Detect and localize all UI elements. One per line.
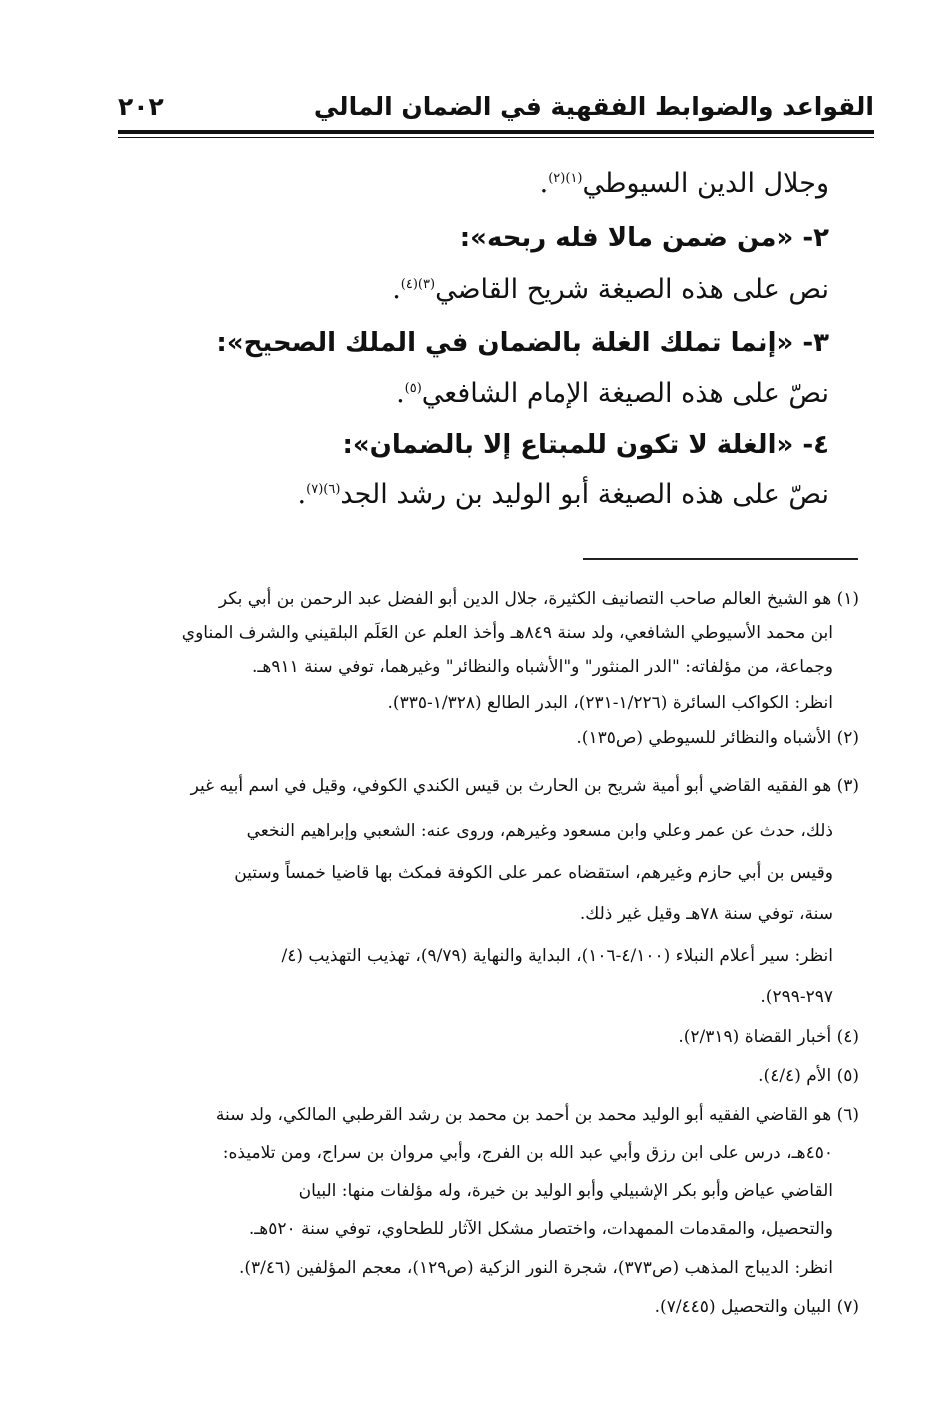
footnote-line: ذلك، حدث عن عمر وعلي وابن مسعود وغيرهم، وروى عنه: الشعبي وإبراهيم النخعي bbox=[246, 821, 833, 841]
footnote-line: (٦) هو القاضي الفقيه أبو الوليد محمد بن أحمد بن محمد بن رشد القرطبي المالكي، ولد سنة bbox=[215, 1105, 859, 1125]
footnote-line: (٤) أخبار القضاة (٢/٣١٩). bbox=[678, 1027, 859, 1047]
body-line-text: نصّ على هذه الصيغة أبو الوليد بن رشد الجد bbox=[340, 479, 829, 510]
footnote-line: (٥) الأم (٤/٤). bbox=[758, 1066, 859, 1086]
rule-heading-4 bbox=[342, 425, 829, 465]
line-end: . bbox=[297, 479, 307, 510]
footnote-line: القاضي عياض وأبو بكر الإشبيلي وأبو الوليد بن خيرة، وله مؤلفات منها: البيان bbox=[298, 1181, 833, 1201]
body-line-3 bbox=[392, 270, 829, 310]
footnote-line: انظر: الكواكب السائرة (١/٢٢٦-٢٣١)، البدر الطالع (١/٣٢٨-٣٣٥). bbox=[387, 693, 833, 713]
footnote-line: (٧) البيان والتحصيل (٧/٤٤٥). bbox=[654, 1297, 859, 1317]
heading-text: ٤- «الغلة لا تكون للمبتاع إلا بالضمان»: bbox=[342, 430, 829, 460]
body-line-text: نصّ على هذه الصيغة الإمام الشافعي bbox=[421, 378, 829, 409]
footnote-line: والتحصيل، والمقدمات الممهدات، واختصار مشكل الآثار للطحاوي، توفي سنة ٥٢٠هـ. bbox=[248, 1219, 833, 1239]
footnote-separator bbox=[583, 558, 858, 560]
page-number: ٢٠٢ bbox=[118, 92, 164, 121]
footnote-line: انظر: الديباج المذهب (ص٣٧٣)، شجرة النور الزكية (ص١٢٩)، معجم المؤلفين (٣/٤٦). bbox=[238, 1258, 833, 1278]
line-end: . bbox=[396, 378, 405, 409]
footnote-line: ٤٥٠هـ، درس على ابن رزق وأبي عبد الله بن الفرج، وأبي مروان بن سراج، ومن تلاميذه: bbox=[222, 1143, 833, 1163]
footnote-line: وجماعة، من مؤلفاته: "الدر المنثور" و"الأشباه والنظائر" وغيرهما، توفي سنة ٩١١هـ. bbox=[252, 657, 833, 677]
footnote-line: (٢) الأشباه والنظائر للسيوطي (ص١٣٥). bbox=[576, 728, 859, 748]
heading-text: ٢- «من ضمن مالا فله ربحه»: bbox=[459, 223, 829, 253]
header-rule-thin bbox=[118, 137, 874, 138]
footnote-ref: (١)(٢) bbox=[548, 171, 583, 186]
footnote-line: (١) هو الشيخ العالم صاحب التصانيف الكثيرة، جلال الدين أبو الفضل عبد الرحمن بن أبي بكر bbox=[218, 589, 859, 609]
body-line-7 bbox=[298, 475, 829, 515]
body-line-text: نص على هذه الصيغة شريح القاضي bbox=[435, 274, 829, 305]
footnote-line: وقيس بن أبي حازم وغيرهم، استقضاه عمر على الكوفة فمكث بها قاضيا خمساً وستين bbox=[234, 863, 833, 883]
footnote-line: سنة، توفي سنة ٧٨هـ وقيل غير ذلك. bbox=[579, 904, 833, 924]
rule-heading-3 bbox=[216, 323, 829, 363]
body-line-5 bbox=[396, 374, 829, 414]
line-end: . bbox=[392, 274, 401, 305]
footnote-ref: (٥) bbox=[404, 381, 422, 396]
footnote-line: ٢٩٧-٢٩٩). bbox=[760, 987, 833, 1007]
footnote-line: انظر: سير أعلام النبلاء (٤/١٠٠-١٠٦)، البداية والنهاية (٩/٧٩)، تهذيب التهذيب (٤/ bbox=[281, 946, 833, 966]
heading-text: ٣- «إنما تملك الغلة بالضمان في الملك الصحيح»: bbox=[216, 328, 829, 358]
body-line-text: وجلال الدين السيوطي bbox=[582, 168, 829, 199]
footnote-ref: (٣)(٤) bbox=[400, 277, 436, 292]
footnote-ref: (٦)(٧) bbox=[306, 482, 341, 497]
footnote-line: (٣) هو الفقيه القاضي أبو أمية شريح بن الحارث بن قيس الكندي الكوفي، وقيل في اسم أبيه غير bbox=[190, 776, 859, 796]
rule-heading-2 bbox=[460, 218, 829, 258]
body-line-1 bbox=[540, 164, 829, 204]
footnote-line: ابن محمد الأسيوطي الشافعي، ولد سنة ٨٤٩هـ وأخذ العلم عن العَلَم البلقيني والشرف المناوي bbox=[181, 623, 833, 643]
header-rule-thick bbox=[118, 130, 874, 134]
running-title: القواعد والضوابط الفقهية في الضمان المالي bbox=[313, 92, 874, 121]
line-end: . bbox=[539, 168, 549, 199]
page-header bbox=[118, 88, 874, 128]
